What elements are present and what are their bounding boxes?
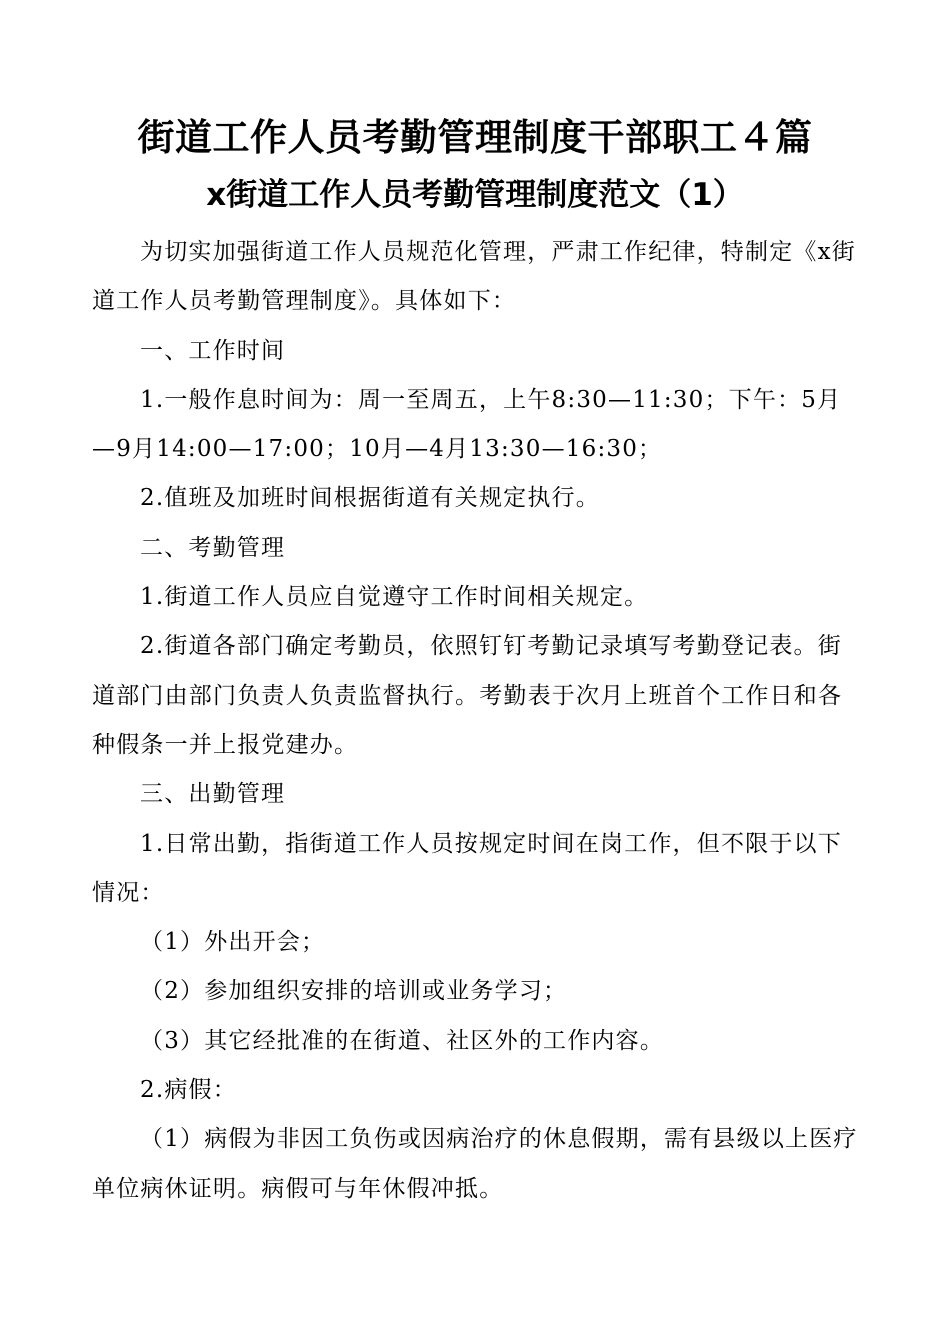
list-item-training: （2）参加组织安排的培训或业务学习； [140,978,568,1005]
document-body [92,228,858,1214]
section-heading-duty-management: 三、出勤管理 [140,781,286,808]
paragraph-sick-leave-heading: 2.病假： [140,1077,237,1104]
list-item-meeting: （1）外出开会； [140,929,326,956]
paragraph-attendance-2: 2.街道各部门确定考勤员，依照钉钉考勤记录填写考勤登记表。街道部门由部门负责人负责监督执行。考勤表于次月上班首个工作日和各种假条一并上报党建办。 [92,633,843,758]
document-subtitle: x街道工作人员考勤管理制度范文（1） [206,177,744,213]
section-heading-attendance-management: 二、考勤管理 [140,534,286,561]
paragraph-work-hours-2: 2.值班及加班时间根据街道有关规定执行。 [140,485,600,512]
paragraph-work-hours-1: 1.一般作息时间为：周一至周五，上午8:30—11:30；下午：5月—9月14:00—17:00；10月—4月13:30—16:30； [92,386,842,463]
paragraph-intro: 为切实加强街道工作人员规范化管理，严肃工作纪律，特制定《x街道工作人员考勤管理制度》。具体如下： [92,239,856,315]
list-item-sick-leave-1: （1）病假为非因工负伤或因病治疗的休息假期，需有县级以上医疗单位病休证明。病假可与年休假冲抵。 [92,1126,858,1202]
list-item-other-work: （3）其它经批准的在街道、社区外的工作内容。 [140,1027,665,1054]
paragraph-duty-1: 1.日常出勤，指街道工作人员按规定时间在岗工作，但不限于以下情况： [92,830,842,906]
document-title: 街道工作人员考勤管理制度干部职工４篇 [137,116,813,159]
section-heading-work-hours: 一、工作时间 [140,337,286,364]
paragraph-attendance-1: 1.街道工作人员应自觉遵守工作时间相关规定。 [140,584,649,611]
